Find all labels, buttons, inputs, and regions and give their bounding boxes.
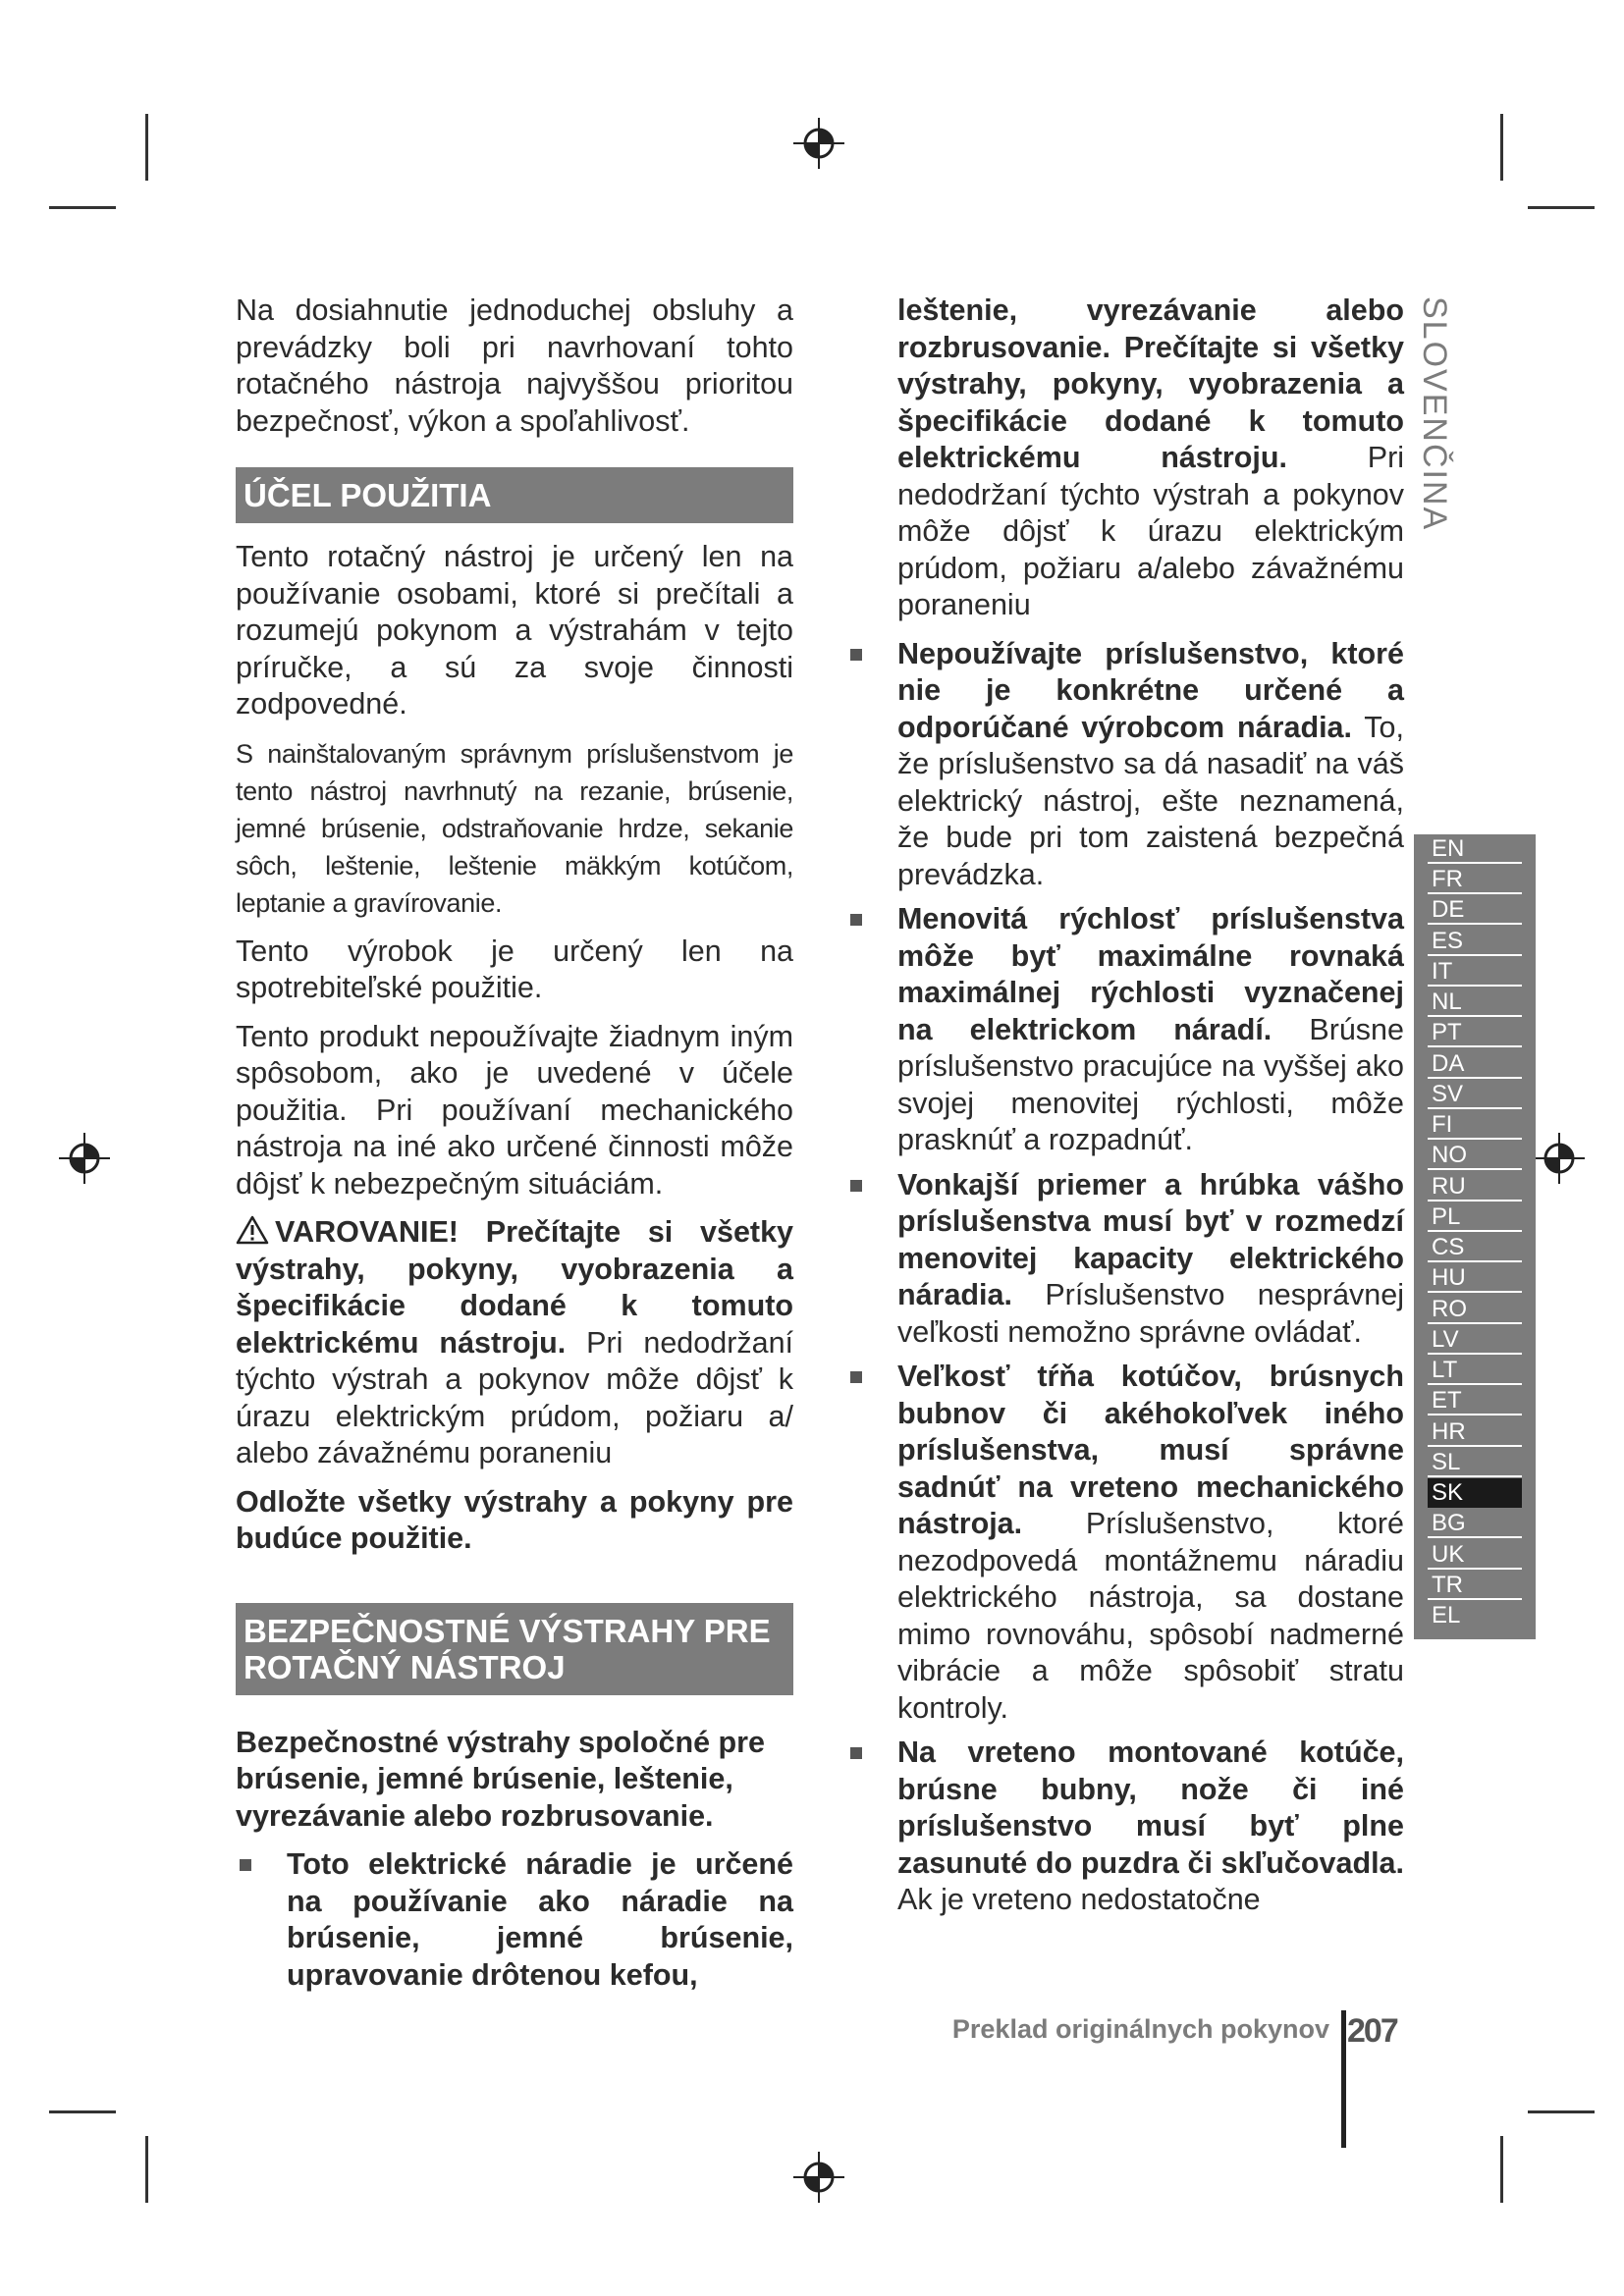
page-number-divider <box>1341 2010 1346 2148</box>
bullet-continuation <box>897 293 1404 624</box>
crop-mark <box>1500 2136 1503 2203</box>
language-tab[interactable]: SV <box>1428 1080 1522 1109</box>
language-tab[interactable]: ET <box>1428 1386 1522 1415</box>
language-tab[interactable]: EN <box>1428 834 1522 864</box>
bullet-bold-text: Vonkajší priemer a hrúbka vášho príslušenstva musí byť v rozmedzí menovitej kapacity elektrického náradia. <box>897 1167 1404 1311</box>
language-tab[interactable]: BG <box>1428 1509 1522 1538</box>
bullet-text: Ak je vreteno nedostatočne <box>897 1883 1261 1916</box>
bullet-item <box>897 1735 1404 1919</box>
bullet-item <box>897 1167 1404 1352</box>
crop-mark <box>49 2110 116 2113</box>
purpose-paragraph: Tento výrobok je určený len na spotrebiteľské použitie. <box>236 934 793 1004</box>
language-tab[interactable]: LV <box>1428 1325 1522 1355</box>
bullet-item <box>897 1359 1404 1727</box>
bullet-bold-text: Menovitá rýchlosť príslušenstva môže byť maximálne rovnaká maximálnej rýchlosti vyznačenej na elektrickom náradí. <box>897 902 1404 1046</box>
bullet-bold-text: Veľkosť tŕňa kotúčov, brúsnych bubnov či akéhokoľvek iného príslušenstva, musí správne sadnúť na vreteno mechanického nástroja. <box>897 1360 1404 1540</box>
left-column <box>236 293 793 2002</box>
language-tab[interactable]: HU <box>1428 1263 1522 1293</box>
crop-mark <box>1500 114 1503 181</box>
purpose-paragraph: Tento produkt nepoužívajte žiadnym iným spôsobom, ako je uvedené v účele použitia. Pri používaní mechanického nástroja na iné ako určené činnosti môže dôjsť k nebezpečným situáciám. <box>236 1019 793 1201</box>
keep-instructions-paragraph: Odložte všetky výstrahy a pokyny pre budúce použitie. <box>236 1484 793 1555</box>
language-tab-bar <box>1414 834 1536 1639</box>
warning-text: Pri nedodržaní týchto výstrah a pokynov môže dôjsť k úrazu elektrickým prúdom, požiaru a/ alebo závažnému poraneniu <box>236 1325 794 1469</box>
bullet-item <box>897 636 1404 894</box>
language-tab[interactable]: EL <box>1432 1602 1461 1629</box>
language-tab[interactable]: PL <box>1428 1202 1522 1232</box>
language-tab[interactable]: LT <box>1428 1356 1522 1385</box>
language-tab-active[interactable]: SK <box>1428 1478 1522 1508</box>
right-column <box>897 293 1404 1927</box>
language-tab[interactable]: FI <box>1428 1110 1522 1140</box>
bullet-bold-text: Na vreteno montované kotúče, brúsne bubny, nože či iné príslušenstvo musí byť plne zasunuté do puzdra či skľučovadla. <box>897 1735 1404 1880</box>
language-tab[interactable]: NO <box>1428 1141 1522 1170</box>
registration-mark-icon <box>791 116 846 171</box>
bullet-square-icon <box>850 649 862 661</box>
language-title-text: SLOVENČINA <box>1416 296 1453 532</box>
bullet-item <box>287 1846 793 1994</box>
language-tab[interactable]: ES <box>1428 927 1522 956</box>
bullet-square-icon <box>850 1371 862 1383</box>
section-heading-safety: BEZPEČNOSTNÉ VÝSTRAHY PRE ROTAČNÝ NÁSTROJ <box>236 1603 793 1695</box>
footer-text: Preklad originálnych pokynov <box>951 2014 1329 2044</box>
language-tab[interactable]: DA <box>1428 1049 1522 1079</box>
section-heading-purpose: ÚČEL POUŽITIA <box>236 467 793 523</box>
language-tab[interactable]: DE <box>1428 895 1522 925</box>
bullet-square-icon <box>850 914 862 926</box>
language-tab[interactable]: RU <box>1428 1172 1522 1201</box>
bullet-text: Príslušenstvo nesprávnej veľkosti nemožno správne ovládať. <box>897 1278 1404 1349</box>
warning-triangle-icon <box>236 1215 269 1245</box>
bullet-text: Brúsne príslušenstvo pracujúce na vyššej ako svojej menovitej rýchlosti, môže prasknúť a rozpadnúť. <box>897 1012 1404 1156</box>
registration-mark-icon <box>791 2150 846 2205</box>
bullet-text: Pri nedodržaní týchto výstrah a pokynov môže dôjsť k úrazu elektrickým prúdom, požiaru a/alebo závažnému poraneniu <box>897 441 1405 621</box>
intro-paragraph: Na dosiahnutie jednoduchej obsluhy a prevádzky boli pri navrhovaní tohto rotačného nástroja najvyššou prioritou bezpečnosť, výkon a spoľahlivosť. <box>236 294 793 438</box>
language-tab[interactable]: RO <box>1428 1295 1522 1324</box>
common-warnings-paragraph: Bezpečnostné výstrahy spoločné pre brúsenie, jemné brúsenie, leštenie, vyrezávanie alebo rozbrusovanie. <box>236 1725 766 1833</box>
language-tab[interactable]: CS <box>1428 1233 1522 1262</box>
language-tab[interactable]: NL <box>1428 988 1522 1017</box>
crop-mark <box>145 114 148 181</box>
language-title <box>1414 296 1463 532</box>
language-tab[interactable]: IT <box>1428 957 1522 987</box>
registration-mark-icon <box>57 1131 112 1186</box>
bullet-bold-text: leštenie, vyrezávanie alebo rozbrusovanie. Prečítajte si všetky výstrahy, pokyny, vyobrazenia a špecifikácie dodané k tomuto elektrickému nástroju. <box>897 294 1404 474</box>
language-tab[interactable]: HR <box>1428 1417 1522 1447</box>
crop-mark <box>145 2136 148 2203</box>
purpose-paragraph: S nainštalovaným správnym príslušenstvom je tento nástroj navrhnutý na rezanie, brúsenie, jemné brúsenie, odstraňovanie hrdze, sekanie sôch, leštenie, leštenie mäkkým kotúčom, leptanie a gravírovanie. <box>236 738 793 918</box>
registration-mark-icon <box>1532 1131 1587 1186</box>
bullet-item <box>897 901 1404 1159</box>
language-tab[interactable]: SL <box>1428 1448 1522 1477</box>
page-number: 207 <box>1347 2012 1397 2050</box>
bullet-square-icon <box>850 1180 862 1192</box>
bullet-square-icon <box>240 1859 251 1871</box>
language-tab[interactable]: UK <box>1428 1540 1522 1570</box>
warning-bold-text: VAROVANIE! Prečítajte si všetky výstrahy, pokyny, vyobrazenia a špecifikácie dodané k tomuto elektrickému nástroju. <box>236 1215 793 1360</box>
bullet-text: Príslušenstvo, ktoré nezodpovedá montážnemu náradiu elektrického nástroja, sa dostane mimo rovnováhu, spôsobí nadmerné vibrácie a môže spôsobiť stratu kontroly. <box>897 1507 1404 1725</box>
purpose-paragraph: Tento rotačný nástroj je určený len na používanie osobami, ktoré si prečítali a rozumejú pokynom a výstrahám v tejto príručke, a sú za svoje činnosti zodpovedné. <box>236 540 793 721</box>
language-tab[interactable]: FR <box>1428 865 1522 894</box>
bullet-text: To, že príslušenstvo sa dá nasadiť na váš elektrický nástroj, ešte neznamená, že bude pri tom zaistená bezpečná prevádzka. <box>897 710 1404 891</box>
bullet-square-icon <box>850 1747 862 1759</box>
crop-mark <box>1528 2110 1595 2113</box>
crop-mark <box>1528 206 1595 209</box>
language-tab[interactable]: TR <box>1428 1571 1522 1600</box>
warning-paragraph <box>236 1214 793 1472</box>
bullet-bold-text: Nepoužívajte príslušenstvo, ktoré nie je konkrétne určené a odporúčané výrobcom náradia. <box>897 636 1404 744</box>
crop-mark <box>49 206 116 209</box>
language-tab[interactable]: PT <box>1428 1018 1522 1047</box>
bullet-text: Toto elektrické náradie je určené na používanie ako náradie na brúsenie, jemné brúsenie, upravovanie drôtenou kefou, <box>287 1847 793 1992</box>
